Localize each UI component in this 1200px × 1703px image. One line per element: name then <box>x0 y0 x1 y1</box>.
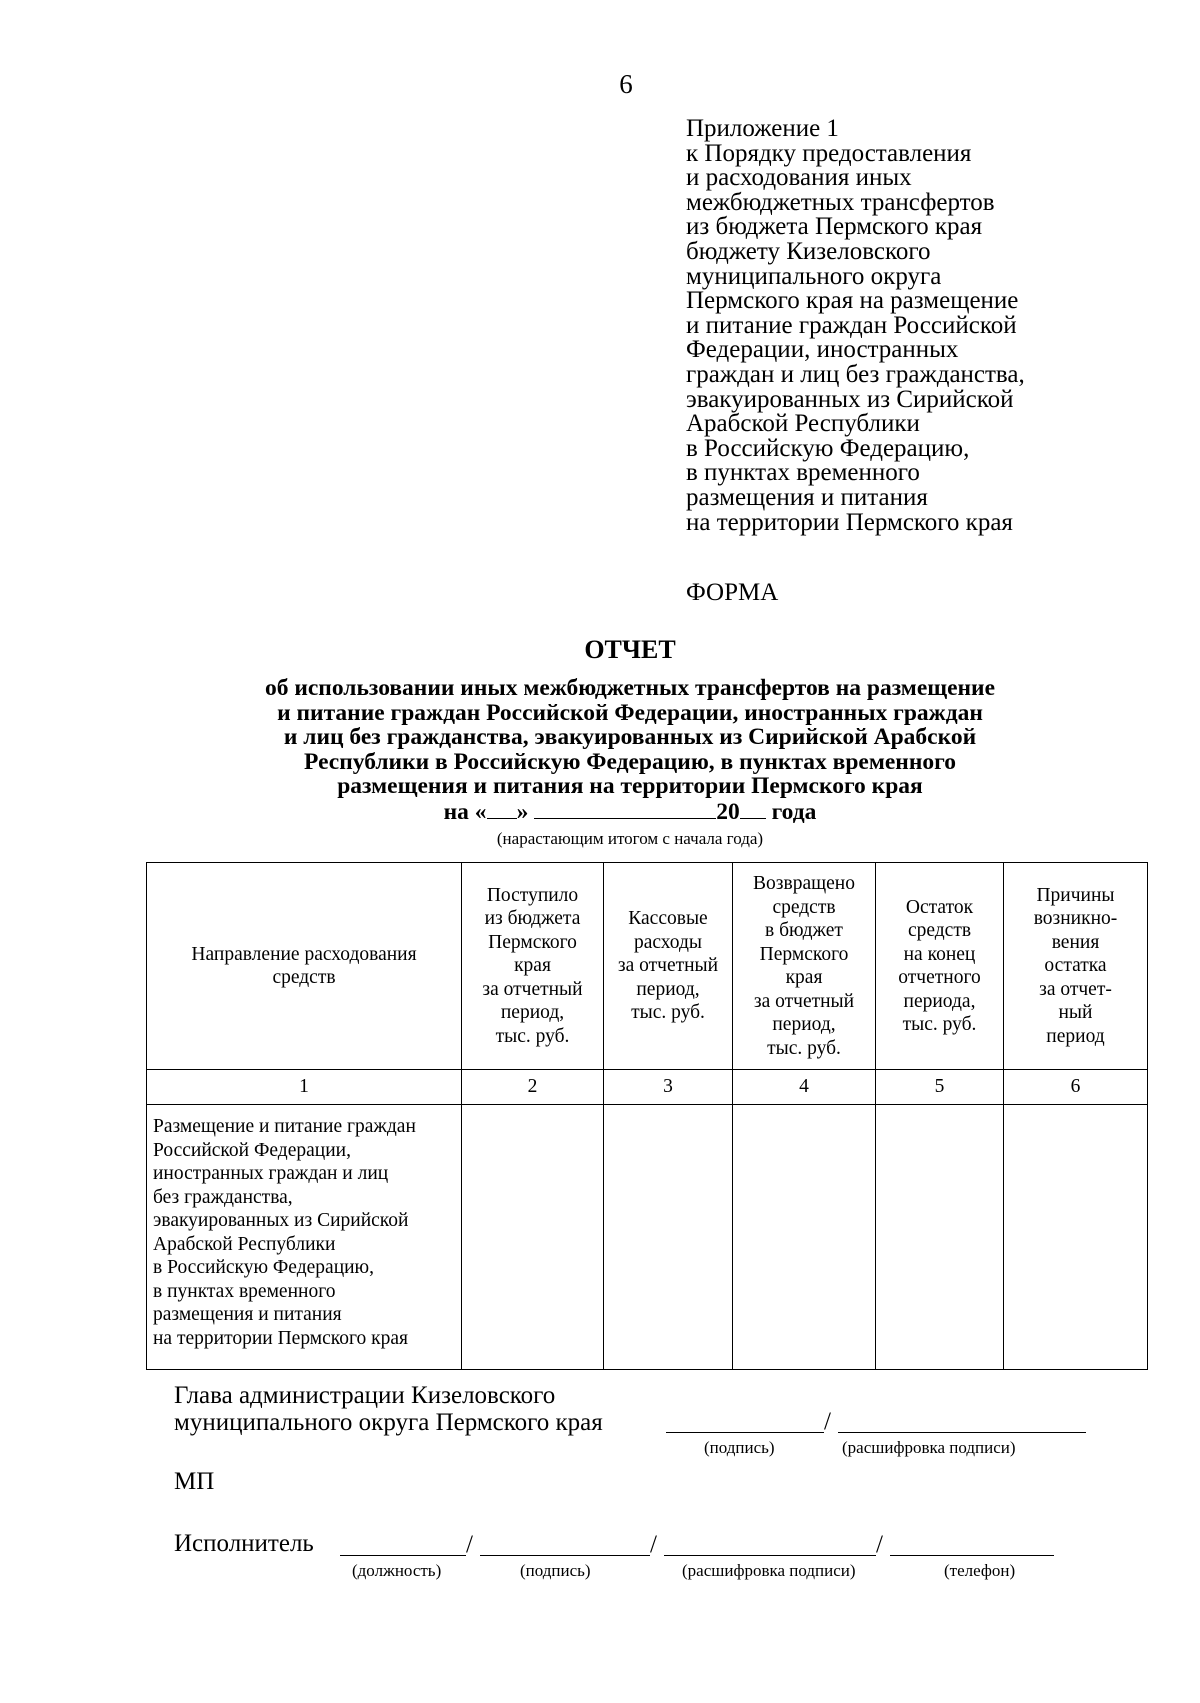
report-table <box>146 862 1148 1370</box>
head-signature-blank[interactable] <box>666 1432 824 1433</box>
executor-label: Исполнитель <box>174 1530 314 1557</box>
executor-slash-1: / <box>466 1531 473 1558</box>
received-amount-cell[interactable] <box>462 1105 604 1370</box>
executor-position-blank[interactable] <box>340 1555 466 1556</box>
page-number: 6 <box>619 69 633 99</box>
subtitle-line: и питание граждан Российской Федерации, иностранных граждан <box>277 699 983 726</box>
month-blank[interactable] <box>534 798 716 819</box>
executor-caption-phone: (телефон) <box>944 1561 1016 1580</box>
executor-caption-decoding: (расшифровка подписи) <box>682 1561 856 1580</box>
appendix-line: граждан и лиц без гражданства, <box>686 360 1025 388</box>
form-label: ФОРМА <box>686 579 779 606</box>
executor-slash-3: / <box>876 1531 883 1558</box>
returned-amount-cell[interactable] <box>733 1105 876 1370</box>
appendix-line: Арабской Республики <box>686 410 920 438</box>
balance-reasons-cell[interactable] <box>1004 1105 1148 1370</box>
head-slash: / <box>824 1408 831 1435</box>
head-title-line2: муниципального округа Пермского края <box>174 1409 603 1436</box>
column-number: 1 <box>147 1070 462 1105</box>
date-prefix: на « <box>443 799 487 825</box>
balance-cell[interactable] <box>876 1105 1004 1370</box>
stamp-label: МП <box>174 1468 215 1495</box>
header-cell: Кассовые расходы за отчетный период, тыс. руб. <box>604 863 733 1070</box>
executor-caption-position: (должность) <box>352 1561 442 1580</box>
appendix-line: и расходования иных <box>686 164 912 192</box>
subtitle-line: об использовании иных межбюджетных трансфертов на размещение <box>264 675 996 701</box>
report-subtitle <box>0 676 1200 799</box>
header-cell: Поступило из бюджета Пермского края за отчетный период, тыс. руб. <box>462 863 604 1070</box>
appendix-line: Приложение 1 <box>686 115 839 142</box>
cash-expenses-cell[interactable] <box>604 1105 733 1370</box>
appendix-line: в пунктах временного <box>686 459 920 487</box>
appendix-line: на территории Пермского края <box>686 508 1013 536</box>
executor-decoding-blank[interactable] <box>664 1555 876 1556</box>
header-cell: Причины возникно- вения остатка за отчет- ный период <box>1004 863 1148 1070</box>
report-title: ОТЧЕТ <box>584 635 676 664</box>
head-decoding-blank[interactable] <box>838 1432 1086 1433</box>
year-prefix: 20 <box>716 799 740 825</box>
day-blank[interactable] <box>487 798 517 819</box>
appendix-line: размещения и питания <box>686 483 928 511</box>
appendix-line: к Порядку предоставления <box>686 139 972 167</box>
executor-caption-signature: (подпись) <box>520 1561 591 1580</box>
appendix-line: в Российскую Федерацию, <box>686 434 970 462</box>
appendix-line: эвакуированных из Сирийской <box>686 385 1014 413</box>
column-number: 3 <box>604 1070 733 1105</box>
executor-slash-2: / <box>650 1531 657 1558</box>
header-cell: Направление расходования средств <box>147 863 462 1070</box>
header-cell: Остаток средств на конец отчетного периода, тыс. руб. <box>876 863 1004 1070</box>
date-suffix: года <box>771 799 817 825</box>
head-title-line1: Глава администрации Кизеловского <box>174 1382 556 1409</box>
appendix-line: Федерации, иностранных <box>686 336 959 364</box>
appendix-line: Пермского края на размещение <box>686 287 1019 315</box>
cumulative-note: (нарастающим итогом с начала года) <box>496 829 764 848</box>
appendix-line: муниципального округа <box>686 262 942 290</box>
head-caption-signature: (подпись) <box>704 1438 775 1457</box>
executor-phone-blank[interactable] <box>890 1555 1054 1556</box>
subtitle-line: Республики в Российскую Федерацию, в пунктах временного <box>304 748 956 775</box>
appendix-line: и питание граждан Российской <box>686 311 1017 339</box>
head-caption-decoding: (расшифровка подписи) <box>842 1438 1016 1457</box>
year-blank[interactable] <box>740 798 766 819</box>
column-number: 6 <box>1004 1070 1148 1105</box>
appendix-line: из бюджета Пермского края <box>686 213 983 241</box>
table-row <box>147 1105 1148 1370</box>
report-date-line <box>0 798 1200 825</box>
subtitle-line: и лиц без гражданства, эвакуированных из Сирийской Арабской <box>283 724 977 750</box>
subtitle-line: размещения и питания на территории Пермского края <box>337 773 923 799</box>
date-mid: » <box>516 799 529 825</box>
appendix-block <box>686 117 1025 535</box>
column-number: 4 <box>733 1070 876 1105</box>
row-label-cell: Размещение и питание граждан Российской Федерации, иностранных граждан и лиц без гражданства, эвакуированных из Сирийской Арабской Республики в Российскую Федерацию, в пунктах временного размещения и питания на территории Пермского края <box>147 1105 462 1370</box>
column-number: 5 <box>876 1070 1004 1105</box>
executor-signature-blank[interactable] <box>480 1555 650 1556</box>
appendix-line: межбюджетных трансфертов <box>686 188 995 216</box>
header-cell: Возвращено средств в бюджет Пермского края за отчетный период, тыс. руб. <box>733 863 876 1070</box>
column-number: 2 <box>462 1070 604 1105</box>
table-header-row <box>147 863 1148 1070</box>
table-column-numbers-row <box>147 1070 1148 1105</box>
appendix-line: бюджету Кизеловского <box>686 237 931 265</box>
